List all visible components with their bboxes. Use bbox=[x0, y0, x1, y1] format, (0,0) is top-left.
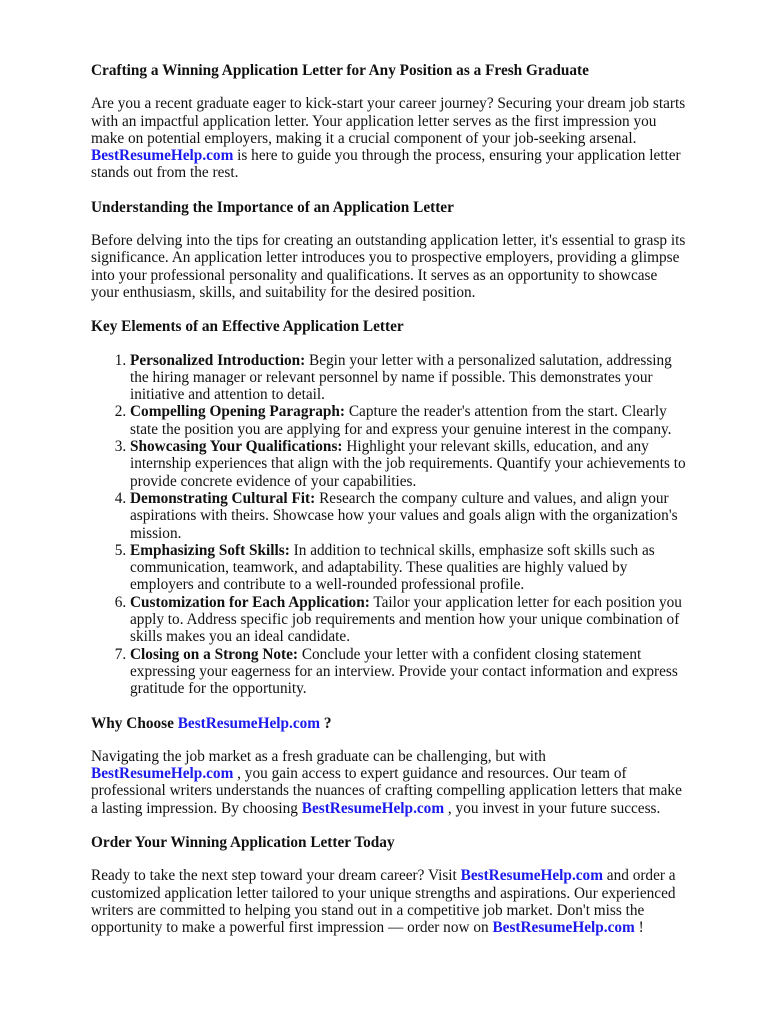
list-item-label: Customization for Each Application: bbox=[130, 593, 370, 611]
list-item-label: Emphasizing Soft Skills: bbox=[130, 541, 290, 559]
list-item bbox=[130, 542, 688, 594]
order-link-1[interactable]: BestResumeHelp.com bbox=[460, 867, 603, 885]
importance-paragraph: Before delving into the tips for creating an outstanding application letter, it's essential to grasp its significance. An application letter introduces you to prospective employers, providing a glimpse into your professional personality and qualifications. It serves as an opportunity to showcase your enthusiasm, skills, and suitability for the desired position. bbox=[91, 232, 686, 301]
list-item bbox=[130, 646, 688, 698]
order-paragraph bbox=[91, 867, 688, 936]
list-item-text: Highlight your relevant skills, education, and any internship experiences that align with the job requirements. Quantify your achievements to provide concrete evidence of your capabilities. bbox=[130, 438, 686, 490]
why-text-1: Navigating the job market as a fresh graduate can be challenging, but with bbox=[91, 747, 546, 765]
intro-text: Are you a recent graduate eager to kick-start your career journey? Securing your dream job starts with an impactful application letter. Your application letter serves as the first impression you make on potential employers, making it a crucial component of your job-seeking arsenal. bbox=[91, 95, 686, 147]
list-item-label: Showcasing Your Qualifications: bbox=[130, 438, 343, 456]
why-text-3: , you invest in your future success. bbox=[444, 799, 661, 817]
why-text-2: , you gain access to expert guidance and resources. Our team of professional writers understands the nuances of crafting compelling application letters that make a lasting impression. By choosing bbox=[91, 765, 682, 817]
order-text-2: and order a customized application letter tailored to your unique strengths and aspirations. Our experienced writers are committed to helping you stand out in a competitive job market. Don't miss the opportunity to make a powerful first impression — order now on bbox=[91, 867, 676, 937]
list-item-text: Begin your letter with a personalized salutation, addressing the hiring manager or relevant personnel by name if possible. This demonstrates your initiative and attention to detail. bbox=[130, 351, 672, 404]
elements-list bbox=[91, 352, 688, 698]
why-heading bbox=[91, 715, 688, 732]
why-paragraph bbox=[91, 748, 688, 817]
order-text-3: ! bbox=[634, 919, 644, 937]
intro-link[interactable]: BestResumeHelp.com bbox=[91, 147, 234, 165]
list-item-label: Personalized Introduction: bbox=[130, 351, 306, 369]
list-item bbox=[130, 490, 688, 542]
intro-after: is here to guide you through the process, ensuring your application letter stands out from the rest. bbox=[91, 147, 681, 182]
intro-paragraph bbox=[91, 95, 688, 181]
list-item-text: Conclude your letter with a confident closing statement expressing your eagerness for an interview. Provide your contact information and express gratitude for the opportunity. bbox=[130, 645, 678, 698]
why-heading-before: Why Choose bbox=[91, 714, 178, 732]
list-item-text: In addition to technical skills, emphasize soft skills such as communication, teamwork, and adaptability. These qualities are highly valued by employers and contribute to a well-rounded professional profile. bbox=[130, 541, 655, 594]
list-item-label: Compelling Opening Paragraph: bbox=[130, 403, 346, 421]
list-item-label: Demonstrating Cultural Fit: bbox=[130, 489, 316, 507]
elements-heading: Key Elements of an Effective Application Letter bbox=[91, 318, 404, 336]
list-item-text: Tailor your application letter for each position you apply to. Address specific job requirements and mention how your unique combination of skills makes you an ideal candidate. bbox=[130, 593, 682, 646]
list-item bbox=[130, 438, 688, 490]
page-title: Crafting a Winning Application Letter for Any Position as a Fresh Graduate bbox=[91, 62, 589, 79]
list-item-text: Capture the reader's attention from the start. Clearly state the position you are applying for and express your genuine interest in the company. bbox=[130, 403, 672, 438]
list-item-label: Closing on a Strong Note: bbox=[130, 645, 298, 663]
why-heading-link[interactable]: BestResumeHelp.com bbox=[177, 714, 321, 732]
importance-heading: Understanding the Importance of an Application Letter bbox=[91, 198, 454, 216]
list-item bbox=[130, 403, 688, 438]
why-link-1[interactable]: BestResumeHelp.com bbox=[91, 765, 234, 783]
order-text-1: Ready to take the next step toward your dream career? Visit bbox=[91, 867, 461, 885]
order-link-2[interactable]: BestResumeHelp.com bbox=[492, 919, 635, 937]
why-heading-after: ? bbox=[320, 714, 332, 732]
list-item-text: Research the company culture and values, and align your aspirations with theirs. Showcase how your values and goals align with the organization's mission. bbox=[130, 489, 678, 542]
list-item bbox=[130, 594, 688, 646]
why-link-2[interactable]: BestResumeHelp.com bbox=[301, 799, 445, 817]
list-item bbox=[130, 352, 688, 404]
order-heading: Order Your Winning Application Letter Today bbox=[91, 833, 395, 851]
